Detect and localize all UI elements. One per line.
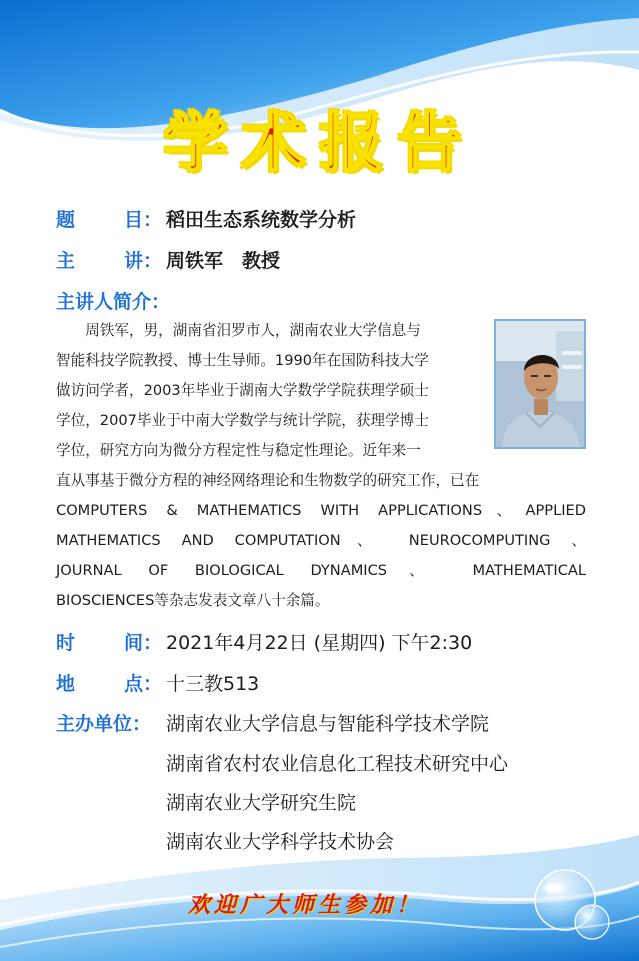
bio-line: 智能科技学院教授、博士生导师。1990年在国防科技大学 bbox=[56, 352, 429, 369]
bio-line: BIOSCIENCES等杂志发表文章八十余篇。 bbox=[56, 592, 330, 609]
bio-line: COMPUTERS & MATHEMATICS WITH APPLICATIONS、APPLIED bbox=[56, 502, 586, 519]
speaker-bio bbox=[56, 316, 586, 616]
bio-line: 直从事基于微分方程的神经网络理论和生物数学的研究工作，已在 bbox=[56, 472, 480, 489]
organizer-row bbox=[166, 788, 356, 815]
organizer-value: 湖南省农村农业信息化工程技术研究中心 bbox=[166, 753, 509, 775]
organizer-label: 主办单位： bbox=[56, 713, 152, 735]
poster-title: 学术报告 bbox=[163, 107, 476, 181]
welcome-slogan: 欢迎广大师生参加！ bbox=[188, 892, 423, 918]
bio-line: 做访问学者，2003年毕业于湖南大学数学学院获理学硕士 bbox=[56, 382, 429, 399]
bio-heading: 主讲人简介： bbox=[56, 291, 171, 313]
organizer-value: 湖南农业大学科学技术协会 bbox=[166, 831, 395, 853]
organizer-row bbox=[166, 749, 508, 776]
bubble-small bbox=[575, 905, 609, 939]
bio-line: 学位，研究方向为微分方程定性与稳定性理论。近年来一 bbox=[56, 442, 421, 459]
speaker-label: 主 讲： bbox=[56, 250, 163, 272]
place-label: 地 点： bbox=[56, 673, 163, 695]
place-row bbox=[56, 669, 259, 696]
time-row bbox=[56, 628, 472, 655]
bio-line: JOURNAL OF BIOLOGICAL DYNAMICS、 MATHEMATICAL bbox=[56, 562, 586, 579]
topic-row bbox=[56, 205, 356, 232]
organizer-value: 湖南农业大学信息与智能科学技术学院 bbox=[166, 713, 490, 735]
time-label: 时 间： bbox=[56, 632, 163, 654]
topic-label: 题 目： bbox=[56, 209, 163, 231]
organizer-value: 湖南农业大学研究生院 bbox=[166, 792, 357, 814]
bio-line: 学位，2007毕业于中南大学数学与统计学院，获理学博士 bbox=[56, 412, 429, 429]
organizer-row bbox=[56, 709, 489, 736]
speaker-value: 周铁军 教授 bbox=[166, 250, 281, 272]
topic-value: 稻田生态系统数学分析 bbox=[166, 209, 357, 231]
place-value: 十三教513 bbox=[166, 673, 260, 695]
time-value: 2021年4月22日 (星期四) 下午2:30 bbox=[166, 632, 473, 654]
speaker-row bbox=[56, 246, 280, 273]
bio-line: 周铁军，男，湖南省汨罗市人，湖南农业大学信息与 bbox=[56, 322, 421, 339]
bio-line: MATHEMATICS AND COMPUTATION、 NEUROCOMPUTING 、 bbox=[56, 532, 586, 549]
organizer-row bbox=[166, 827, 394, 854]
bio-heading-row bbox=[56, 287, 170, 314]
